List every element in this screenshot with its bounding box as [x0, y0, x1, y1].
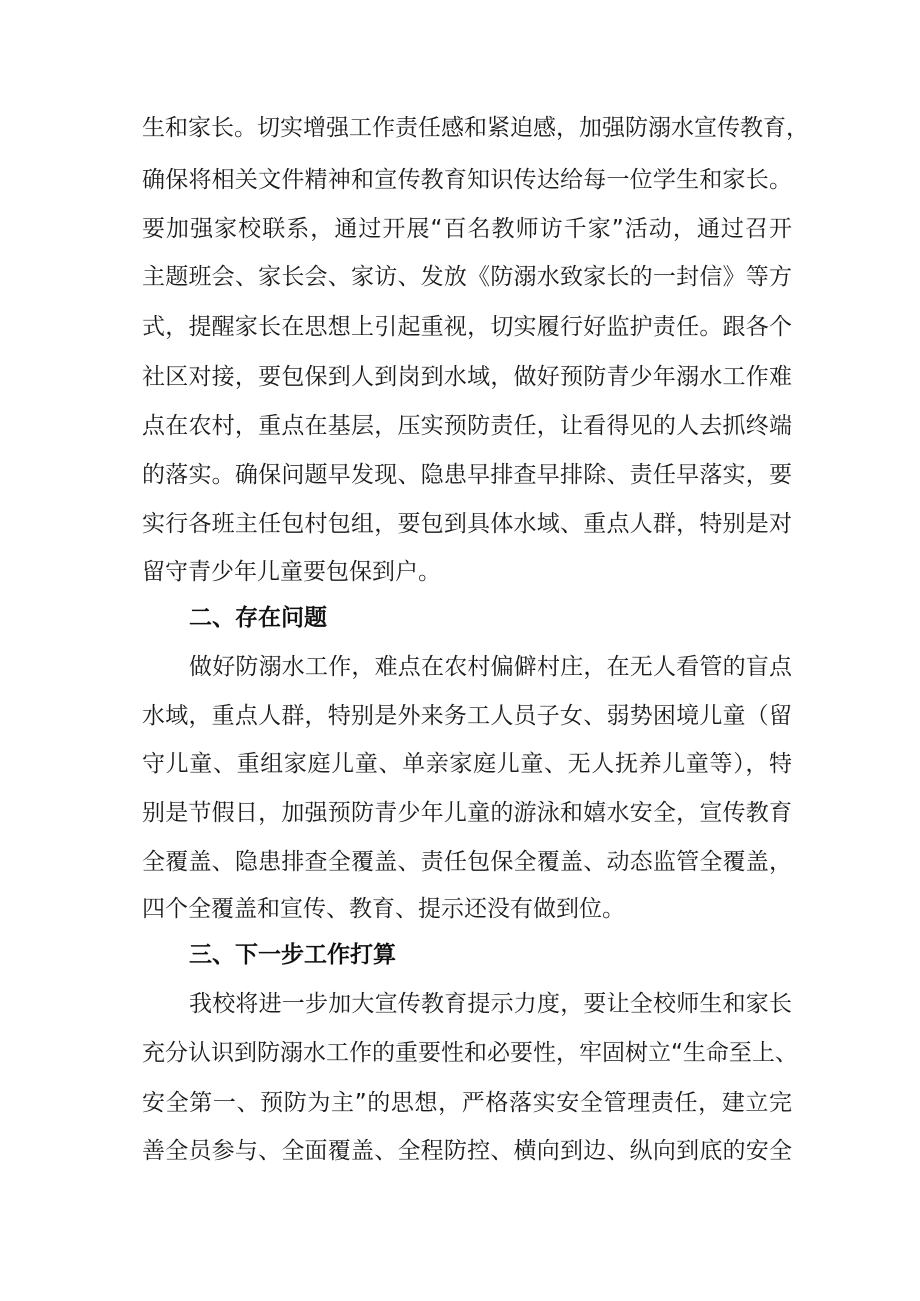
- paragraph1-line-10: 留守青少年儿童要包保到户。: [142, 559, 441, 585]
- paragraph1-line-8: 的落实。确保问题早发现、隐患早排查早排除、责任早落实，要: [142, 462, 792, 488]
- section3-line-3: 安全第一、预防为主”的思想，严格落实安全管理责任，建立完: [142, 1090, 792, 1116]
- paragraph1-line-9: 实行各班主任包村包组，要包到具体水域、重点人群，特别是对: [142, 511, 792, 537]
- paragraph1-line-7: 点在农村，重点在基层，压实预防责任，让看得见的人去抓终端: [142, 413, 792, 439]
- section2-line-4: 别是节假日，加强预防青少年儿童的游泳和嬉水安全，宣传教育: [142, 800, 792, 826]
- section2-line-5: 全覆盖、隐患排查全覆盖、责任包保全覆盖、动态监管全覆盖，: [142, 849, 792, 875]
- section2-line-1: 做好防溺水工作，难点在农村偏僻村庄，在无人看管的盲点: [189, 654, 792, 680]
- section2-line-3: 守儿童、重组家庭儿童、单亲家庭儿童、无人抚养儿童等），特: [142, 751, 792, 777]
- section2-line-6: 四个全覆盖和宣传、教育、提示还没有做到位。: [142, 896, 625, 922]
- section3-heading: 三、下一步工作打算: [189, 942, 396, 968]
- paragraph1-line-3: 要加强家校联系，通过开展“百名教师访千家”活动，通过召开: [142, 216, 792, 242]
- section3-line-1: 我校将进一步加大宣传教育提示力度，要让全校师生和家长: [189, 991, 792, 1017]
- section3-line-4: 善全员参与、全面覆盖、全程防控、横向到边、纵向到底的安全: [142, 1138, 792, 1164]
- paragraph1-line-5: 式，提醒家长在思想上引起重视，切实履行好监护责任。跟各个: [142, 314, 792, 340]
- paragraph1-line-6: 社区对接，要包保到人到岗到水域，做好预防青少年溺水工作难: [142, 364, 792, 390]
- paragraph1-line-1: 生和家长。切实增强工作责任感和紧迫感，加强防溺水宣传教育，: [142, 115, 809, 141]
- paragraph1-line-2: 确保将相关文件精神和宣传教育知识传达给每一位学生和家长。: [142, 167, 792, 193]
- section2-line-2: 水域，重点人群，特别是外来务工人员子女、弱势困境儿童（留: [142, 703, 792, 729]
- section3-line-2: 充分认识到防溺水工作的重要性和必要性，牢固树立“生命至上、: [142, 1040, 798, 1066]
- section2-heading: 二、存在问题: [189, 605, 327, 631]
- paragraph1-line-4: 主题班会、家长会、家访、发放《防溺水致家长的一封信》等方: [142, 264, 792, 290]
